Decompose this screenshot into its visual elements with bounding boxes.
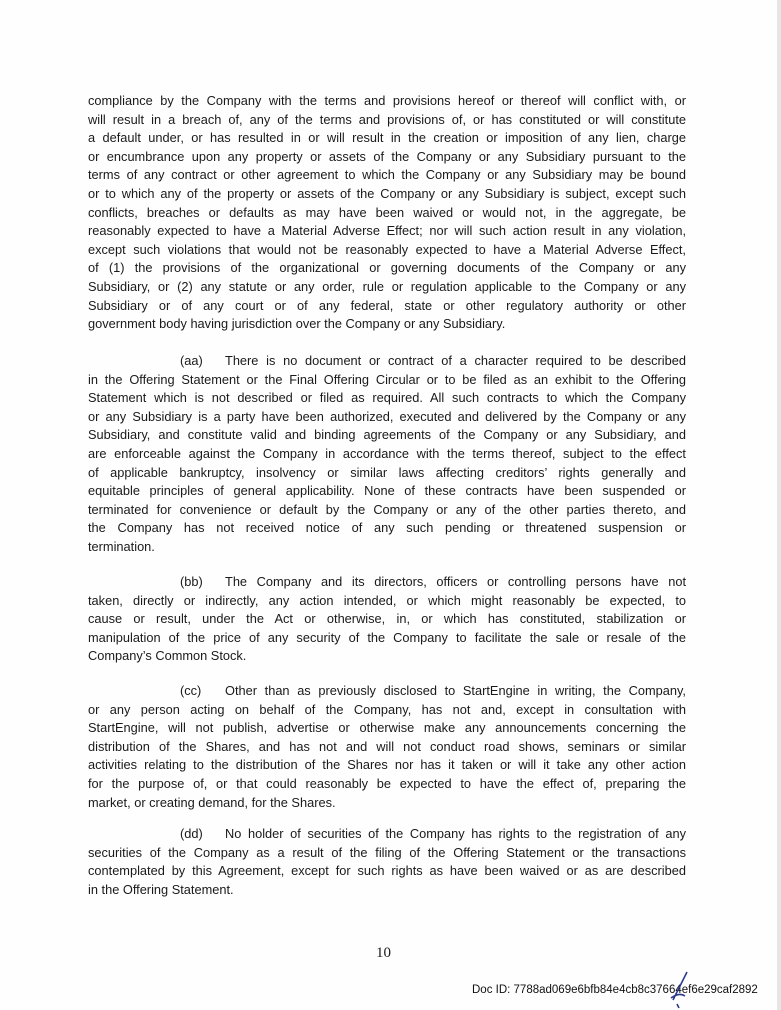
text-line: Company’s Common Stock. — [88, 648, 247, 664]
text-line — [88, 573, 686, 592]
section-label: (aa) — [180, 353, 203, 368]
text-line: a default under, or has resulted in or will result in the creation or imposition of any lien, charge — [88, 130, 686, 146]
text-line: in the Offering Statement or the Final Offering Circular or to be filed as an exhibit to the Offering — [88, 371, 686, 387]
text-line: contemplated by this Agreement, except for such rights as have been waived or as are described — [88, 863, 686, 879]
paragraph-cc — [88, 682, 686, 812]
paragraph-continued — [88, 92, 686, 334]
section-label: (cc) — [180, 683, 202, 698]
text-line: market, or creating demand, for the Shares. — [88, 794, 336, 810]
text-line-content: Other than as previously disclosed to StartEngine in writing, the Company, — [225, 683, 686, 698]
scan-edge — [777, 0, 781, 1010]
text-line — [88, 352, 686, 371]
text-line: securities of the Company as a result of the filing of the Offering Statement or the transactions — [88, 844, 686, 860]
text-line: or to which any of the property or assets of the Company or any Subsidiary is subject, except such — [88, 185, 686, 201]
text-line — [88, 682, 686, 701]
text-line-content: No holder of securities of the Company has rights to the registration of any — [225, 826, 686, 841]
text-line-content: The Company and its directors, officers or controlling persons have not — [225, 574, 686, 589]
text-line: Subsidiary, and constitute valid and binding agreements of the Company or any Subsidiary, and — [88, 427, 686, 443]
text-line: compliance by the Company with the terms and provisions hereof or thereof will conflict with, or — [88, 93, 686, 108]
text-line: in the Offering Statement. — [88, 881, 234, 897]
text-line: terms of any contract or other agreement to which the Company or any Subsidiary may be bound — [88, 167, 686, 183]
text-line: conflicts, breaches or defaults as may have been waived or would not, in the aggregate, be — [88, 204, 686, 220]
text-line: except such violations that would not be reasonably expected to have a Material Adverse Effect, — [88, 241, 686, 257]
text-line: manipulation of the price of any security of the Company to facilitate the sale or resale of the — [88, 629, 686, 645]
text-line: will result in a breach of, any of the terms and provisions of, or has constituted or will constitute — [88, 111, 686, 127]
signature-initials-icon — [665, 970, 695, 1010]
text-line: StartEngine, will not publish, advertise or otherwise make any announcements concerning the — [88, 720, 686, 736]
text-line: distribution of the Shares, and has not and will not conduct road shows, seminars or similar — [88, 738, 686, 754]
text-line: are enforceable against the Company in accordance with the terms thereof, subject to the effect — [88, 445, 686, 461]
text-line: equitable principles of general applicability. None of these contracts have been suspended or — [88, 483, 686, 499]
text-line: activities relating to the distribution of the Shares nor has it taken or will it take any other action — [88, 757, 686, 773]
text-line: or any Subsidiary is a party have been authorized, executed and delivered by the Company or any — [88, 408, 686, 424]
text-line — [88, 825, 686, 844]
text-line: terminated for convenience or default by the Company or any of the other parties thereto, and — [88, 501, 686, 517]
text-line: cause or result, under the Act or otherwise, in, or which has constituted, stabilization or — [88, 611, 686, 627]
text-line: Statement which is not described or filed as required. All such contracts to which the Company — [88, 390, 686, 406]
text-line: of applicable bankruptcy, insolvency or similar laws affecting creditors’ rights generally and — [88, 464, 686, 480]
section-label: (bb) — [180, 574, 203, 589]
text-line: taken, directly or indirectly, any action intended, or which might reasonably be expected, to — [88, 592, 686, 608]
text-line: government body having jurisdiction over the Company or any Subsidiary. — [88, 316, 506, 332]
page-number: 10 — [376, 945, 391, 961]
text-line: for the purpose of, or that could reasonably be expected to have the effect of, preparing the — [88, 775, 686, 791]
text-line: or any person acting on behalf of the Company, has not and, except in consultation with — [88, 701, 686, 717]
text-line: of (1) the provisions of the organizational or governing documents of the Company or any — [88, 260, 686, 276]
text-line: or encumbrance upon any property or assets of the Company or any Subsidiary pursuant to the — [88, 148, 686, 164]
text-line: the Company has not received notice of any such pending or threatened suspension or — [88, 520, 686, 536]
paragraph-bb — [88, 573, 686, 666]
text-line: Subsidiary or of any court or of any federal, state or other regulatory authority or other — [88, 297, 686, 313]
paragraph-aa — [88, 352, 686, 557]
doc-id: Doc ID: 7788ad069e6bfb84e4cb8c37664ef6e29caf2892 — [472, 984, 758, 996]
text-line: reasonably expected to have a Material Adverse Effect; nor will such action result in any violation, — [88, 223, 686, 239]
text-line-content: There is no document or contract of a character required to be described — [225, 353, 686, 368]
text-line: termination. — [88, 538, 155, 554]
section-label: (dd) — [180, 826, 203, 841]
text-line: Subsidiary, or (2) any statute or any order, rule or regulation applicable to the Company or any — [88, 278, 686, 294]
paragraph-dd — [88, 825, 686, 899]
